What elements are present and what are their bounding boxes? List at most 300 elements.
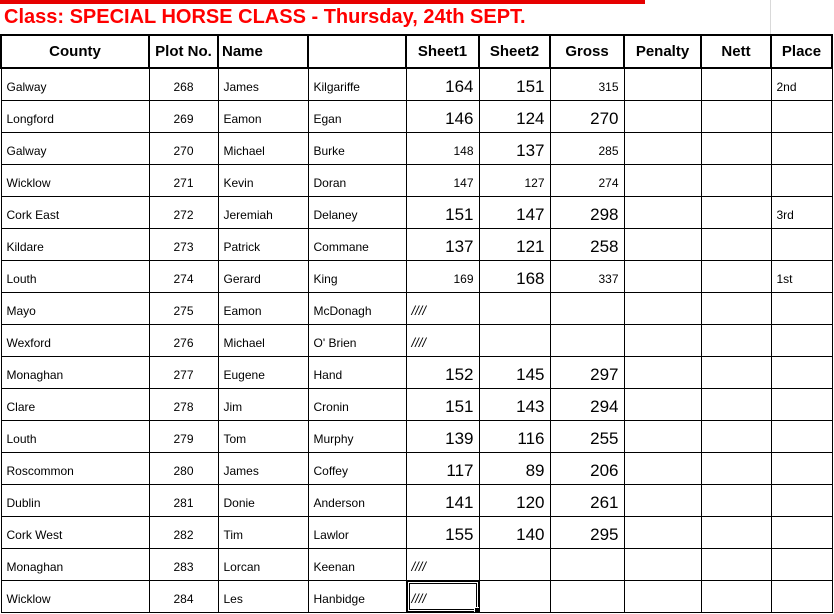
cell-plot[interactable] — [149, 548, 218, 580]
cell-text: 282 — [173, 527, 194, 542]
cell-last[interactable] — [308, 516, 406, 548]
cell-nett[interactable] — [701, 420, 771, 452]
cell-text: McDonagh — [313, 303, 372, 318]
cell-text: 270 — [590, 108, 619, 128]
cell-text: 281 — [173, 495, 194, 510]
table-row — [1, 260, 832, 292]
cell-text: 164 — [445, 76, 474, 96]
cell-sheet2[interactable] — [479, 196, 550, 228]
cell-text: 258 — [590, 236, 619, 256]
cell-text: 151 — [516, 76, 545, 96]
cell-county[interactable] — [1, 132, 149, 164]
cell-sheet2[interactable] — [479, 452, 550, 484]
cell-text: 315 — [598, 79, 619, 94]
cell-sheet2[interactable] — [479, 292, 550, 324]
cell-sheet2[interactable] — [479, 420, 550, 452]
cell-first[interactable] — [218, 292, 308, 324]
cell-text: Delaney — [313, 207, 358, 222]
cell-place[interactable] — [771, 356, 832, 388]
table-row — [1, 484, 832, 516]
cell-text: 2nd — [776, 79, 797, 94]
table-row — [1, 228, 832, 260]
cell-text: Galway — [6, 79, 47, 94]
cell-county[interactable] — [1, 324, 149, 356]
cell-text: Lawlor — [313, 527, 349, 542]
cell-place[interactable] — [771, 196, 832, 228]
cell-gross[interactable] — [550, 132, 624, 164]
cell-plot[interactable] — [149, 260, 218, 292]
cell-sheet2[interactable] — [479, 260, 550, 292]
cell-place[interactable] — [771, 420, 832, 452]
cell-nett[interactable] — [701, 580, 771, 612]
cell-first[interactable] — [218, 580, 308, 612]
cell-text: Jeremiah — [223, 207, 273, 222]
cell-first[interactable] — [218, 132, 308, 164]
cell-sheet2[interactable] — [479, 68, 550, 100]
cell-county[interactable] — [1, 388, 149, 420]
table-row — [1, 164, 832, 196]
table-header — [1, 35, 832, 68]
cell-first[interactable] — [218, 228, 308, 260]
cell-penalty[interactable] — [624, 68, 701, 100]
cell-text: 89 — [525, 460, 545, 480]
cell-county[interactable] — [1, 68, 149, 100]
cell-nett[interactable] — [701, 484, 771, 516]
cell-text: 284 — [173, 591, 194, 606]
cell-nett[interactable] — [701, 324, 771, 356]
cell-plot[interactable] — [149, 580, 218, 612]
cell-penalty[interactable] — [624, 324, 701, 356]
cell-county[interactable] — [1, 580, 149, 612]
cell-penalty[interactable] — [624, 164, 701, 196]
cell-text: 1st — [776, 271, 793, 286]
cell-text: //// — [411, 590, 426, 606]
cell-nett[interactable] — [701, 196, 771, 228]
cell-nett[interactable] — [701, 292, 771, 324]
cell-first[interactable] — [218, 164, 308, 196]
cell-text: 275 — [173, 303, 194, 318]
cell-text: Eamon — [223, 111, 262, 126]
cell-text: 295 — [590, 524, 619, 544]
cell-text: Egan — [313, 111, 342, 126]
cell-text: Clare — [6, 399, 36, 414]
cell-text: 143 — [516, 396, 545, 416]
cell-sheet1[interactable] — [406, 420, 479, 452]
cell-penalty[interactable] — [624, 548, 701, 580]
cell-text: James — [223, 79, 259, 94]
cell-text: 148 — [453, 143, 474, 158]
cell-first[interactable] — [218, 196, 308, 228]
cell-nett[interactable] — [701, 68, 771, 100]
cell-penalty[interactable] — [624, 100, 701, 132]
cell-plot[interactable] — [149, 420, 218, 452]
cell-county[interactable] — [1, 420, 149, 452]
cell-last[interactable] — [308, 548, 406, 580]
cell-text: Michael — [223, 335, 265, 350]
cell-text: Dublin — [6, 495, 41, 510]
cell-nett[interactable] — [701, 452, 771, 484]
cell-sheet1[interactable] — [406, 580, 479, 612]
cell-text: 151 — [445, 204, 474, 224]
cell-last[interactable] — [308, 132, 406, 164]
cell-sheet1[interactable] — [406, 388, 479, 420]
table-row — [1, 324, 832, 356]
column-header-penalty[interactable]: Penalty — [624, 35, 701, 68]
cell-place[interactable] — [771, 68, 832, 100]
cell-text: 168 — [516, 268, 545, 288]
cell-text: Kilgariffe — [313, 79, 360, 94]
cell-county[interactable] — [1, 100, 149, 132]
cell-gross[interactable] — [550, 420, 624, 452]
cell-text: 297 — [590, 364, 619, 384]
cell-first[interactable] — [218, 68, 308, 100]
table-row — [1, 196, 832, 228]
cell-last[interactable] — [308, 388, 406, 420]
cell-last[interactable] — [308, 356, 406, 388]
cell-first[interactable] — [218, 324, 308, 356]
cell-sheet2[interactable] — [479, 484, 550, 516]
cell-plot[interactable] — [149, 100, 218, 132]
cell-first[interactable] — [218, 100, 308, 132]
cell-county[interactable] — [1, 164, 149, 196]
cell-last[interactable] — [308, 452, 406, 484]
cell-sheet2[interactable] — [479, 356, 550, 388]
cell-first[interactable] — [218, 452, 308, 484]
column-header-name[interactable]: Name — [218, 35, 308, 68]
cell-plot[interactable] — [149, 484, 218, 516]
cell-text: 255 — [590, 428, 619, 448]
cell-sheet1[interactable] — [406, 132, 479, 164]
cell-plot[interactable] — [149, 324, 218, 356]
cell-text: 274 — [598, 175, 619, 190]
cell-sheet2[interactable] — [479, 388, 550, 420]
cell-plot[interactable] — [149, 164, 218, 196]
table-row — [1, 356, 832, 388]
cell-text: 120 — [516, 492, 545, 512]
cell-county[interactable] — [1, 292, 149, 324]
cell-text: 137 — [516, 140, 545, 160]
cell-text: 141 — [445, 492, 474, 512]
cell-first[interactable] — [218, 516, 308, 548]
cell-text: 151 — [445, 396, 474, 416]
cell-place[interactable] — [771, 100, 832, 132]
cell-text: Cork West — [6, 527, 63, 542]
cell-sheet1[interactable] — [406, 452, 479, 484]
cell-text: Longford — [6, 111, 54, 126]
cell-text: Tom — [223, 431, 247, 446]
cell-sheet1[interactable] — [406, 484, 479, 516]
cell-penalty[interactable] — [624, 132, 701, 164]
cell-sheet1[interactable] — [406, 164, 479, 196]
cell-text: 272 — [173, 207, 194, 222]
cell-text: Commane — [313, 239, 369, 254]
cell-text: Kevin — [223, 175, 254, 190]
cell-gross[interactable] — [550, 580, 624, 612]
cell-plot[interactable] — [149, 452, 218, 484]
cell-text: 116 — [517, 428, 545, 448]
table-row — [1, 580, 832, 612]
cell-nett[interactable] — [701, 260, 771, 292]
cell-sheet1[interactable] — [406, 324, 479, 356]
cell-plot[interactable] — [149, 356, 218, 388]
cell-text: 283 — [173, 559, 194, 574]
cell-gross[interactable] — [550, 260, 624, 292]
column-header-plot-no[interactable]: Plot No. — [149, 35, 218, 68]
cell-sheet1[interactable] — [406, 196, 479, 228]
cell-text: Doran — [313, 175, 347, 190]
cell-sheet1[interactable] — [406, 516, 479, 548]
cell-text: 280 — [173, 463, 194, 478]
table-row — [1, 388, 832, 420]
cell-first[interactable] — [218, 548, 308, 580]
cell-sheet2[interactable] — [479, 324, 550, 356]
cell-text: Tim — [223, 527, 244, 542]
cell-text: 155 — [445, 524, 474, 544]
cell-county[interactable] — [1, 228, 149, 260]
cell-gross[interactable] — [550, 164, 624, 196]
cell-last[interactable] — [308, 228, 406, 260]
cell-gross[interactable] — [550, 68, 624, 100]
cell-sheet1[interactable] — [406, 356, 479, 388]
cell-text: Louth — [6, 271, 37, 286]
cell-county[interactable] — [1, 484, 149, 516]
cell-text: 117 — [446, 460, 474, 480]
cell-sheet2[interactable] — [479, 548, 550, 580]
cell-text: 147 — [516, 204, 545, 224]
cell-first[interactable] — [218, 388, 308, 420]
cell-text: Les — [223, 591, 243, 606]
table-row — [1, 516, 832, 548]
cell-place[interactable] — [771, 548, 832, 580]
cell-penalty[interactable] — [624, 452, 701, 484]
cell-gross[interactable] — [550, 356, 624, 388]
cell-text: 294 — [590, 396, 619, 416]
cell-plot[interactable] — [149, 132, 218, 164]
cell-plot[interactable] — [149, 228, 218, 260]
cell-place[interactable] — [771, 324, 832, 356]
cell-gross[interactable] — [550, 196, 624, 228]
cell-text: Wicklow — [6, 591, 51, 606]
cell-text: 337 — [598, 271, 619, 286]
cell-text: Roscommon — [6, 463, 74, 478]
cell-nett[interactable] — [701, 164, 771, 196]
cell-text: Galway — [6, 143, 47, 158]
cell-last[interactable] — [308, 420, 406, 452]
cell-sheet2[interactable] — [479, 164, 550, 196]
column-header-sheet2[interactable]: Sheet2 — [479, 35, 550, 68]
cell-nett[interactable] — [701, 516, 771, 548]
cell-place[interactable] — [771, 516, 832, 548]
cell-nett[interactable] — [701, 356, 771, 388]
cell-text: 268 — [173, 79, 194, 94]
cell-text: Monaghan — [6, 559, 64, 574]
cell-penalty[interactable] — [624, 388, 701, 420]
cell-last[interactable] — [308, 68, 406, 100]
cell-last[interactable] — [308, 292, 406, 324]
cell-text: Hand — [313, 367, 343, 382]
cell-penalty[interactable] — [624, 228, 701, 260]
cell-penalty[interactable] — [624, 484, 701, 516]
cell-nett[interactable] — [701, 228, 771, 260]
table-row — [1, 100, 832, 132]
cell-place[interactable] — [771, 260, 832, 292]
cell-last[interactable] — [308, 100, 406, 132]
cell-sheet1[interactable] — [406, 100, 479, 132]
cell-nett[interactable] — [701, 132, 771, 164]
cell-nett[interactable] — [701, 100, 771, 132]
cell-place[interactable] — [771, 484, 832, 516]
cell-text: 121 — [516, 236, 545, 256]
cell-text: Wexford — [6, 335, 51, 350]
column-header-place[interactable]: Place — [771, 35, 832, 68]
cell-penalty[interactable] — [624, 292, 701, 324]
cell-place[interactable] — [771, 164, 832, 196]
column-header-surname[interactable] — [308, 35, 406, 68]
cell-gross[interactable] — [550, 292, 624, 324]
cell-text: 270 — [173, 143, 194, 158]
cell-penalty[interactable] — [624, 196, 701, 228]
cell-text: 145 — [516, 364, 545, 384]
cell-first[interactable] — [218, 260, 308, 292]
cell-penalty[interactable] — [624, 260, 701, 292]
cell-text: 139 — [445, 428, 474, 448]
cell-text: Kildare — [6, 239, 44, 254]
cell-text: 273 — [173, 239, 194, 254]
cell-text: Eamon — [223, 303, 262, 318]
table-row — [1, 292, 832, 324]
cell-text: Hanbidge — [313, 591, 365, 606]
cell-sheet1[interactable] — [406, 260, 479, 292]
cell-sheet1[interactable] — [406, 548, 479, 580]
cell-text: Jim — [223, 399, 243, 414]
cell-text: 269 — [173, 111, 194, 126]
cell-place[interactable] — [771, 452, 832, 484]
cell-text: King — [313, 271, 338, 286]
cell-gross[interactable] — [550, 388, 624, 420]
cell-text: 206 — [590, 460, 619, 480]
cell-text: Eugene — [223, 367, 265, 382]
cell-gross[interactable] — [550, 452, 624, 484]
cell-text: O' Brien — [313, 335, 357, 350]
cell-text: //// — [411, 302, 426, 318]
cell-nett[interactable] — [701, 388, 771, 420]
column-header-county[interactable]: County — [1, 35, 149, 68]
cell-text: 124 — [516, 108, 545, 128]
cell-last[interactable] — [308, 324, 406, 356]
table-row — [1, 132, 832, 164]
column-header-sheet1[interactable]: Sheet1 — [406, 35, 479, 68]
cell-gross[interactable] — [550, 324, 624, 356]
cell-text: Keenan — [313, 559, 355, 574]
cell-plot[interactable] — [149, 516, 218, 548]
top-red-bar — [0, 0, 645, 4]
cell-first[interactable] — [218, 356, 308, 388]
cell-text: 261 — [590, 492, 619, 512]
cell-sheet2[interactable] — [479, 580, 550, 612]
cell-plot[interactable] — [149, 68, 218, 100]
cell-last[interactable] — [308, 580, 406, 612]
cell-gross[interactable] — [550, 484, 624, 516]
cell-penalty[interactable] — [624, 580, 701, 612]
cell-text: Burke — [313, 143, 345, 158]
cell-text: James — [223, 463, 259, 478]
cell-county[interactable] — [1, 196, 149, 228]
cell-text: 274 — [173, 271, 194, 286]
cell-penalty[interactable] — [624, 420, 701, 452]
cell-gross[interactable] — [550, 228, 624, 260]
cell-text: 279 — [173, 431, 194, 446]
cell-text: //// — [411, 558, 426, 574]
cell-last[interactable] — [308, 196, 406, 228]
cell-text: 278 — [173, 399, 194, 414]
cell-plot[interactable] — [149, 196, 218, 228]
cell-county[interactable] — [1, 356, 149, 388]
cell-last[interactable] — [308, 164, 406, 196]
cell-gross[interactable] — [550, 548, 624, 580]
cell-place[interactable] — [771, 388, 832, 420]
cell-sheet1[interactable] — [406, 292, 479, 324]
cell-sheet2[interactable] — [479, 516, 550, 548]
cell-plot[interactable] — [149, 388, 218, 420]
cell-penalty[interactable] — [624, 516, 701, 548]
cell-text: Monaghan — [6, 367, 64, 382]
cell-text: 169 — [453, 271, 474, 286]
column-header-gross[interactable]: Gross — [550, 35, 624, 68]
cell-first[interactable] — [218, 420, 308, 452]
cell-sheet1[interactable] — [406, 228, 479, 260]
cell-text: 298 — [590, 204, 619, 224]
cell-text: Coffey — [313, 463, 348, 478]
cell-county[interactable] — [1, 260, 149, 292]
cell-plot[interactable] — [149, 292, 218, 324]
cell-text: Wicklow — [6, 175, 51, 190]
cell-gross[interactable] — [550, 516, 624, 548]
table-row — [1, 68, 832, 100]
cell-text: //// — [411, 334, 426, 350]
table-body — [1, 68, 832, 612]
column-header-nett[interactable]: Nett — [701, 35, 771, 68]
cell-text: Louth — [6, 431, 37, 446]
cell-sheet2[interactable] — [479, 132, 550, 164]
cell-last[interactable] — [308, 484, 406, 516]
cell-text: Donie — [223, 495, 255, 510]
cell-text: 140 — [516, 524, 545, 544]
cell-place[interactable] — [771, 228, 832, 260]
selection-fill-handle[interactable] — [474, 607, 480, 613]
sheet-title[interactable]: Class: SPECIAL HORSE CLASS - Thursday, 24th SEPT. — [4, 6, 526, 28]
cell-penalty[interactable] — [624, 356, 701, 388]
cell-gross[interactable] — [550, 100, 624, 132]
cell-county[interactable] — [1, 548, 149, 580]
cell-nett[interactable] — [701, 548, 771, 580]
cell-text: Murphy — [313, 431, 354, 446]
cell-text: Cronin — [313, 399, 349, 414]
cell-first[interactable] — [218, 484, 308, 516]
cell-sheet2[interactable] — [479, 100, 550, 132]
cell-text: 3rd — [776, 207, 794, 222]
cell-place[interactable] — [771, 580, 832, 612]
cell-last[interactable] — [308, 260, 406, 292]
cell-text: 137 — [445, 236, 474, 256]
cell-text: Lorcan — [223, 559, 261, 574]
cell-sheet1[interactable] — [406, 68, 479, 100]
cell-sheet2[interactable] — [479, 228, 550, 260]
cell-county[interactable] — [1, 516, 149, 548]
cell-place[interactable] — [771, 132, 832, 164]
cell-text: Cork East — [6, 207, 60, 222]
cell-place[interactable] — [771, 292, 832, 324]
cell-county[interactable] — [1, 452, 149, 484]
